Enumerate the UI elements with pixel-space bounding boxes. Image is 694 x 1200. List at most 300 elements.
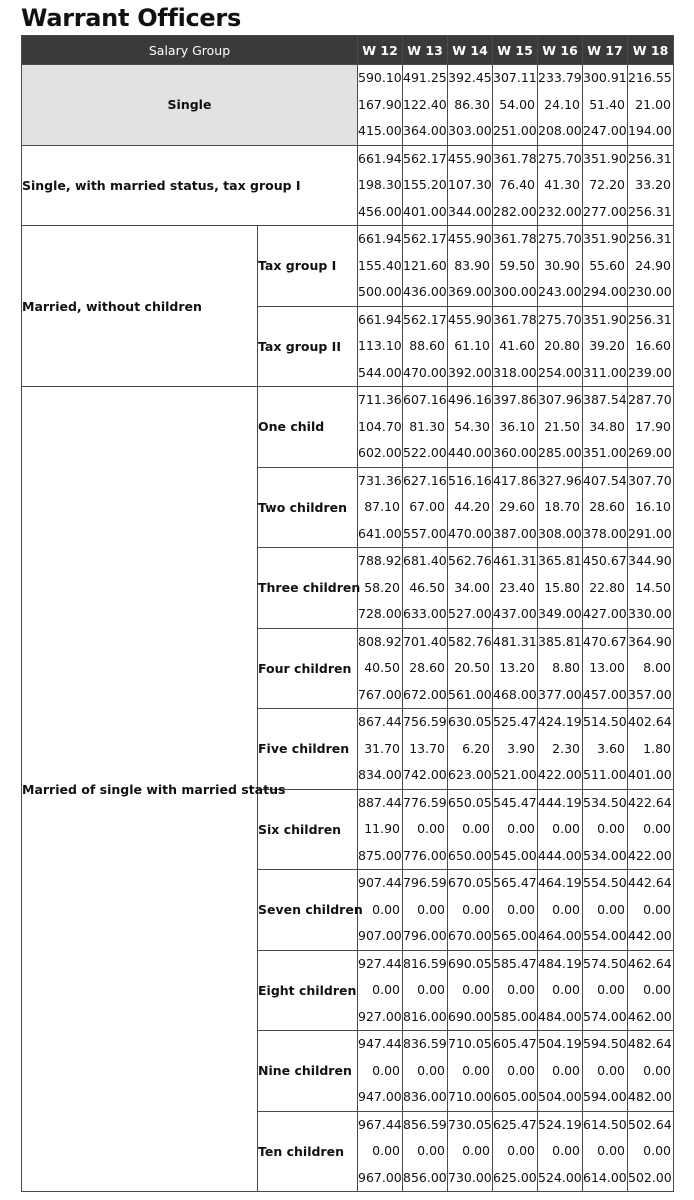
value-line: 369.00 <box>448 284 492 299</box>
value-line: 34.80 <box>589 418 626 434</box>
value-line: 28.60 <box>589 499 626 514</box>
value-cell <box>538 1111 583 1192</box>
value-line: 455.90 <box>448 150 492 166</box>
value-line: 392.00 <box>448 364 492 380</box>
value-line: 41.30 <box>544 177 581 192</box>
value-line: 504.19 <box>538 1036 582 1051</box>
salary-table <box>21 35 674 1192</box>
value-line: 585.47 <box>493 955 537 971</box>
value-line: 545.00 <box>493 847 537 863</box>
value-line: 730.05 <box>448 1116 492 1132</box>
subgroup-label: Tax group I <box>258 226 358 307</box>
value-line: 243.00 <box>538 284 582 299</box>
value-cell <box>583 226 628 307</box>
subgroup-label: Three children <box>258 548 358 629</box>
table-row <box>22 145 674 226</box>
value-line: 534.00 <box>583 847 627 863</box>
value-line: 287.70 <box>628 392 672 407</box>
value-cell <box>583 145 628 226</box>
value-cell <box>538 548 583 629</box>
value-line: 816.00 <box>403 1008 447 1024</box>
value-cell <box>538 65 583 146</box>
value-cell <box>583 709 628 790</box>
value-line: 808.92 <box>358 633 402 649</box>
value-line: 275.70 <box>538 311 582 327</box>
subgroup-label: Five children <box>258 709 358 790</box>
value-cell <box>448 950 493 1031</box>
value-cell <box>403 65 448 146</box>
value-line: 836.59 <box>403 1036 447 1051</box>
value-cell <box>628 628 674 709</box>
value-line: 76.40 <box>499 177 536 192</box>
value-line: 121.60 <box>403 257 447 273</box>
value-line: 402.64 <box>628 714 672 729</box>
value-line: 44.20 <box>454 499 491 514</box>
value-cell <box>403 789 448 870</box>
value-line: 470.00 <box>448 525 492 541</box>
value-cell <box>403 1031 448 1112</box>
value-line: 16.10 <box>635 499 672 514</box>
value-line: 0.00 <box>552 901 581 917</box>
value-line: 407.54 <box>583 472 627 488</box>
value-line: 574.50 <box>583 955 627 971</box>
value-line: 307.11 <box>493 70 537 85</box>
value-line: 767.00 <box>358 686 402 702</box>
value-line: 627.16 <box>403 472 447 488</box>
value-line: 594.00 <box>583 1089 627 1104</box>
value-line: 22.80 <box>589 579 626 595</box>
value-line: 33.20 <box>635 177 672 192</box>
value-line: 875.00 <box>358 847 402 863</box>
value-line: 344.00 <box>448 203 492 219</box>
value-line: 796.59 <box>403 875 447 890</box>
value-line: 462.64 <box>628 955 672 971</box>
value-line: 856.00 <box>403 1169 447 1185</box>
value-line: 756.59 <box>403 714 447 729</box>
table-row <box>22 387 674 468</box>
value-line: 742.00 <box>403 767 447 782</box>
value-line: 401.00 <box>403 203 447 219</box>
value-cell <box>538 226 583 307</box>
value-cell <box>448 709 493 790</box>
value-line: 0.00 <box>597 1062 626 1078</box>
value-cell <box>403 306 448 387</box>
value-line: 464.19 <box>538 875 582 890</box>
value-line: 39.20 <box>589 338 626 353</box>
value-line: 385.81 <box>538 633 582 649</box>
value-line: 565.47 <box>493 875 537 890</box>
value-line: 521.00 <box>493 767 537 782</box>
value-line: 361.78 <box>493 150 537 166</box>
value-cell <box>583 387 628 468</box>
value-line: 20.80 <box>544 338 581 353</box>
value-cell <box>628 950 674 1031</box>
value-line: 836.00 <box>403 1089 447 1104</box>
value-line: 351.90 <box>583 231 627 246</box>
value-cell <box>583 467 628 548</box>
value-line: 650.05 <box>448 794 492 810</box>
value-line: 796.00 <box>403 928 447 943</box>
value-cell <box>628 65 674 146</box>
value-line: 730.00 <box>448 1169 492 1185</box>
value-cell <box>493 548 538 629</box>
value-line: 194.00 <box>628 123 672 138</box>
value-line: 54.30 <box>454 418 491 434</box>
value-cell <box>493 306 538 387</box>
value-line: 967.00 <box>358 1169 402 1185</box>
value-cell <box>583 65 628 146</box>
value-line: 444.19 <box>538 794 582 810</box>
value-line: 0.00 <box>372 982 401 997</box>
value-cell <box>583 628 628 709</box>
value-cell <box>358 709 403 790</box>
value-line: 440.00 <box>448 445 492 460</box>
value-line: 36.10 <box>499 418 536 434</box>
value-cell <box>538 467 583 548</box>
value-line: 86.30 <box>454 96 491 112</box>
value-cell <box>538 387 583 468</box>
value-cell <box>358 950 403 1031</box>
value-cell <box>403 226 448 307</box>
value-cell <box>493 628 538 709</box>
value-line: 24.10 <box>544 96 581 112</box>
value-cell <box>538 145 583 226</box>
value-line: 470.00 <box>403 364 447 380</box>
value-line: 0.00 <box>643 901 672 917</box>
value-line: 947.00 <box>358 1089 402 1104</box>
value-line: 947.44 <box>358 1036 402 1051</box>
value-cell <box>403 628 448 709</box>
value-line: 484.00 <box>538 1008 582 1024</box>
value-line: 8.80 <box>552 660 581 675</box>
value-line: 0.00 <box>462 1062 491 1078</box>
value-cell <box>493 387 538 468</box>
value-cell <box>493 950 538 1031</box>
value-cell <box>493 65 538 146</box>
value-line: 311.00 <box>583 364 627 380</box>
value-cell <box>403 145 448 226</box>
column-header-w18: W 18 <box>628 36 674 65</box>
value-line: 502.64 <box>628 1116 672 1132</box>
value-line: 554.50 <box>583 875 627 890</box>
column-header-w15: W 15 <box>493 36 538 65</box>
value-line: 681.40 <box>403 553 447 568</box>
value-line: 502.00 <box>628 1169 672 1185</box>
value-line: 456.00 <box>358 203 402 219</box>
value-line: 13.70 <box>409 740 446 756</box>
value-line: 605.00 <box>493 1089 537 1104</box>
value-line: 491.25 <box>403 70 447 85</box>
subgroup-label: Six children <box>258 789 358 870</box>
value-line: 87.10 <box>364 499 401 514</box>
value-line: 58.20 <box>364 579 401 595</box>
value-line: 582.76 <box>448 633 492 649</box>
table-row <box>22 226 674 307</box>
value-line: 0.00 <box>417 1062 446 1078</box>
value-line: 107.30 <box>448 177 492 192</box>
value-cell <box>583 306 628 387</box>
value-line: 464.00 <box>538 928 582 943</box>
value-line: 361.78 <box>493 231 537 246</box>
value-line: 482.00 <box>628 1089 672 1104</box>
value-line: 444.00 <box>538 847 582 863</box>
value-line: 562.17 <box>403 231 447 246</box>
subgroup-label: Tax group II <box>258 306 358 387</box>
value-line: 545.47 <box>493 794 537 810</box>
value-line: 565.00 <box>493 928 537 943</box>
value-line: 300.91 <box>583 70 627 85</box>
column-header-w14: W 14 <box>448 36 493 65</box>
value-line: 776.00 <box>403 847 447 863</box>
value-line: 594.50 <box>583 1036 627 1051</box>
value-line: 72.20 <box>589 177 626 192</box>
value-line: 364.00 <box>403 123 447 138</box>
value-line: 670.05 <box>448 875 492 890</box>
value-line: 442.64 <box>628 875 672 890</box>
value-line: 364.90 <box>628 633 672 649</box>
value-line: 967.44 <box>358 1116 402 1132</box>
value-line: 0.00 <box>507 821 536 836</box>
value-line: 256.31 <box>628 231 672 246</box>
value-line: 450.67 <box>583 553 627 568</box>
value-line: 16.60 <box>635 338 672 353</box>
value-line: 303.00 <box>448 123 492 138</box>
value-line: 155.40 <box>358 257 402 273</box>
value-line: 275.70 <box>538 150 582 166</box>
value-cell <box>538 789 583 870</box>
value-cell <box>628 1111 674 1192</box>
value-cell <box>358 65 403 146</box>
value-line: 623.00 <box>448 767 492 782</box>
value-cell <box>493 1111 538 1192</box>
value-line: 661.94 <box>358 311 402 327</box>
value-line: 351.90 <box>583 311 627 327</box>
value-cell <box>628 870 674 951</box>
value-line: 625.00 <box>493 1169 537 1185</box>
value-cell <box>538 870 583 951</box>
value-cell <box>358 145 403 226</box>
value-line: 83.90 <box>454 257 491 273</box>
value-line: 670.00 <box>448 928 492 943</box>
value-line: 256.31 <box>628 311 672 327</box>
value-line: 776.59 <box>403 794 447 810</box>
value-line: 46.50 <box>409 579 446 595</box>
value-cell <box>358 306 403 387</box>
value-cell <box>628 1031 674 1112</box>
value-line: 351.90 <box>583 150 627 166</box>
value-line: 307.70 <box>628 472 672 488</box>
table-header <box>22 36 674 65</box>
value-line: 232.00 <box>538 203 582 219</box>
value-line: 417.86 <box>493 472 537 488</box>
value-line: 360.00 <box>493 445 537 460</box>
value-cell <box>628 306 674 387</box>
value-cell <box>448 1031 493 1112</box>
value-line: 282.00 <box>493 203 537 219</box>
value-line: 330.00 <box>628 606 672 621</box>
value-cell <box>358 628 403 709</box>
value-line: 3.90 <box>507 740 536 756</box>
value-line: 34.00 <box>454 579 491 595</box>
value-line: 208.00 <box>538 123 582 138</box>
value-line: 0.00 <box>597 1143 626 1158</box>
value-line: 887.44 <box>358 794 402 810</box>
value-cell <box>358 1111 403 1192</box>
value-line: 607.16 <box>403 392 447 407</box>
value-line: 816.59 <box>403 955 447 971</box>
value-line: 511.00 <box>583 767 627 782</box>
value-line: 927.00 <box>358 1008 402 1024</box>
value-line: 41.60 <box>499 338 536 353</box>
value-line: 437.00 <box>493 606 537 621</box>
value-line: 0.00 <box>462 821 491 836</box>
value-line: 585.00 <box>493 1008 537 1024</box>
value-line: 21.00 <box>635 96 672 112</box>
value-line: 602.00 <box>358 445 402 460</box>
value-cell <box>493 1031 538 1112</box>
value-line: 614.00 <box>583 1169 627 1185</box>
value-line: 277.00 <box>583 203 627 219</box>
value-line: 239.00 <box>628 364 672 380</box>
value-line: 0.00 <box>417 901 446 917</box>
value-line: 11.90 <box>364 821 401 836</box>
value-line: 867.44 <box>358 714 402 729</box>
value-line: 470.67 <box>583 633 627 649</box>
value-line: 61.10 <box>454 338 491 353</box>
value-cell <box>493 467 538 548</box>
value-cell <box>403 709 448 790</box>
salary-group-header: Salary Group <box>22 36 358 65</box>
value-line: 351.00 <box>583 445 627 460</box>
value-cell <box>628 789 674 870</box>
value-line: 907.44 <box>358 875 402 890</box>
value-line: 401.00 <box>628 767 672 782</box>
value-line: 0.00 <box>417 1143 446 1158</box>
subgroup-label: Two children <box>258 467 358 548</box>
value-line: 23.40 <box>499 579 536 595</box>
value-line: 562.17 <box>403 150 447 166</box>
value-line: 516.16 <box>448 472 492 488</box>
value-line: 427.00 <box>583 606 627 621</box>
value-line: 397.86 <box>493 392 537 407</box>
value-cell <box>583 1031 628 1112</box>
subgroup-label: Nine children <box>258 1031 358 1112</box>
value-cell <box>538 628 583 709</box>
value-line: 18.70 <box>544 499 581 514</box>
subgroup-label: Ten children <box>258 1111 358 1192</box>
value-line: 710.00 <box>448 1089 492 1104</box>
value-line: 51.40 <box>589 96 626 112</box>
value-line: 525.47 <box>493 714 537 729</box>
value-line: 415.00 <box>358 123 402 138</box>
value-line: 3.60 <box>597 740 626 756</box>
value-line: 461.31 <box>493 553 537 568</box>
value-cell <box>448 548 493 629</box>
value-line: 701.40 <box>403 633 447 649</box>
value-line: 0.00 <box>643 982 672 997</box>
value-line: 562.17 <box>403 311 447 327</box>
value-cell <box>448 226 493 307</box>
value-cell <box>628 709 674 790</box>
value-line: 544.00 <box>358 364 402 380</box>
value-cell <box>358 870 403 951</box>
value-cell <box>583 1111 628 1192</box>
value-line: 113.10 <box>358 338 402 353</box>
value-line: 8.00 <box>643 660 672 675</box>
value-line: 256.31 <box>628 150 672 166</box>
value-line: 40.50 <box>364 660 401 675</box>
value-line: 710.05 <box>448 1036 492 1051</box>
value-line: 28.60 <box>409 660 446 675</box>
value-line: 661.94 <box>358 231 402 246</box>
value-line: 247.00 <box>583 123 627 138</box>
value-cell <box>403 1111 448 1192</box>
value-line: 711.36 <box>358 392 402 407</box>
value-line: 442.00 <box>628 928 672 943</box>
value-line: 21.50 <box>544 418 581 434</box>
value-line: 0.00 <box>417 821 446 836</box>
value-line: 422.00 <box>628 847 672 863</box>
value-line: 436.00 <box>403 284 447 299</box>
value-line: 0.00 <box>507 901 536 917</box>
value-line: 349.00 <box>538 606 582 621</box>
value-line: 167.90 <box>358 96 402 112</box>
value-line: 524.00 <box>538 1169 582 1185</box>
value-line: 422.64 <box>628 794 672 810</box>
value-line: 29.60 <box>499 499 536 514</box>
value-line: 481.31 <box>493 633 537 649</box>
value-line: 0.00 <box>597 821 626 836</box>
value-line: 88.60 <box>409 338 446 353</box>
value-line: 0.00 <box>552 1143 581 1158</box>
value-cell <box>448 145 493 226</box>
value-line: 0.00 <box>597 982 626 997</box>
value-line: 630.05 <box>448 714 492 729</box>
value-line: 690.00 <box>448 1008 492 1024</box>
value-cell <box>628 548 674 629</box>
value-line: 318.00 <box>493 364 537 380</box>
value-cell <box>448 387 493 468</box>
value-line: 0.00 <box>552 982 581 997</box>
value-line: 457.00 <box>583 686 627 702</box>
salary-group-label: Married, without children <box>22 226 258 387</box>
value-line: 285.00 <box>538 445 582 460</box>
value-line: 13.00 <box>589 660 626 675</box>
value-cell <box>403 467 448 548</box>
value-line: 0.00 <box>552 1062 581 1078</box>
value-line: 59.50 <box>499 257 536 273</box>
value-line: 574.00 <box>583 1008 627 1024</box>
value-line: 0.00 <box>372 901 401 917</box>
table-body <box>22 65 674 1192</box>
column-header-w13: W 13 <box>403 36 448 65</box>
value-line: 672.00 <box>403 686 447 702</box>
value-line: 0.00 <box>643 1143 672 1158</box>
value-cell <box>493 870 538 951</box>
value-line: 55.60 <box>589 257 626 273</box>
value-line: 392.45 <box>448 70 492 85</box>
value-line: 614.50 <box>583 1116 627 1132</box>
column-header-w17: W 17 <box>583 36 628 65</box>
value-line: 387.54 <box>583 392 627 407</box>
value-line: 650.00 <box>448 847 492 863</box>
value-line: 554.00 <box>583 928 627 943</box>
value-cell <box>448 870 493 951</box>
value-line: 524.19 <box>538 1116 582 1132</box>
value-line: 378.00 <box>583 525 627 541</box>
page-title: Warrant Officers <box>21 4 241 32</box>
value-line: 251.00 <box>493 123 537 138</box>
